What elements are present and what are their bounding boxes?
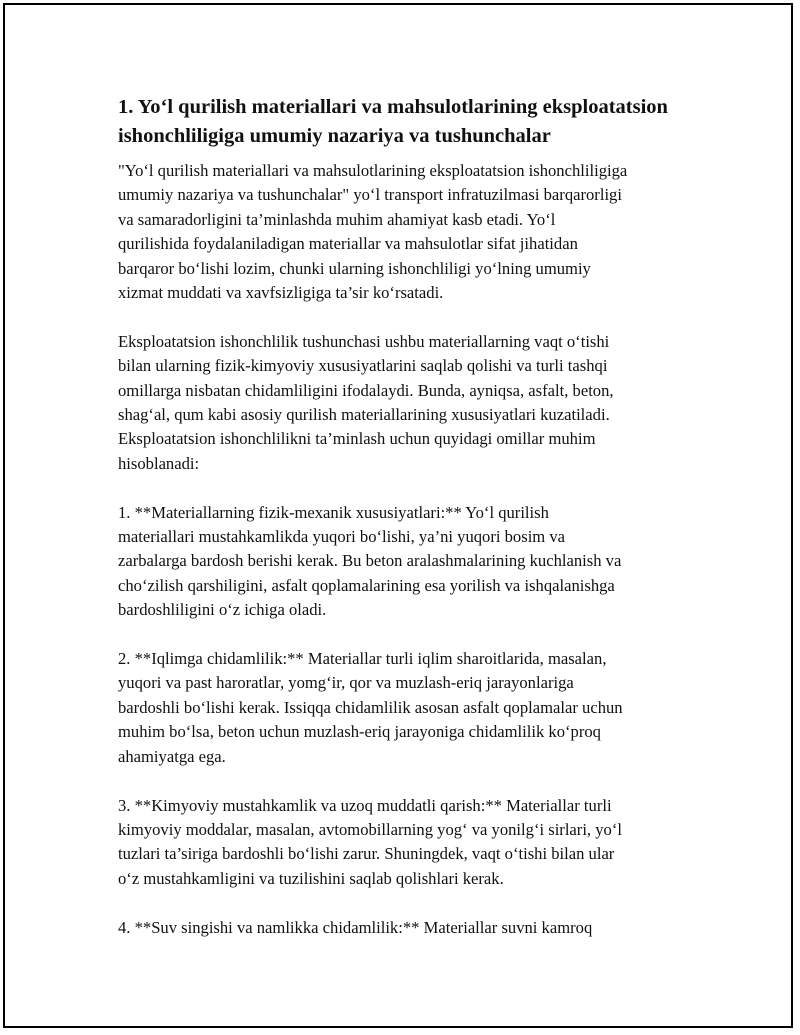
document-body bbox=[118, 93, 698, 964]
section-heading: 1. Yo‘l qurilish materiallari va mahsulotlarining eksploatatsion ishonchliligiga umumiy nazariya va tushunchalar bbox=[118, 96, 668, 147]
list-item-physical-mechanical: 1. **Materiallarning fizik-mexanik xususiyatlari:** Yo‘l qurilish materiallari mustahkamlikda yuqori bo‘lishi, ya’ni yuqori bosim va zarbalarga bardosh berishi kerak. Bu beton aralashmalarining kuchlanish va cho‘zilish qarshiligini, asfalt qoplamalarining esa yorilish va ishqalanishga bardoshliligini o‘z ichiga oladi. bbox=[118, 502, 622, 620]
list-item-water-absorption: 4. **Suv singishi va namlikka chidamlilik:** Materiallar suvni kamroq bbox=[118, 917, 593, 937]
reliability-paragraph: Eksploatatsion ishonchlilik tushunchasi ushbu materiallarning vaqt o‘tishi bilan ularning fizik-kimyoviy xususiyatlarini saqlab qolishi va turli tashqi omillarga nisbatan chidamliligini ifodalaydi. Bunda, ayniqsa, asfalt, beton, shag‘al, qum kabi asosiy qurilish materiallarining xususiyatlari kuzatiladi. Eksploatatsion ishonchlilikni ta’minlash uchun quyidagi omillar muhim hisoblanadi: bbox=[118, 331, 614, 473]
intro-paragraph: "Yo‘l qurilish materiallari va mahsulotlarining eksploatatsion ishonchliligiga umumiy nazariya va tushunchalar" yo‘l transport infratuzilmasi barqarorligi va samaradorligini ta’minlashda muhim ahamiyat kasb etadi. Yo‘l qurilishida foydalaniladigan materiallar va mahsulotlar sifat jihatidan barqaror bo‘lishi lozim, chunki ularning ishonchliligi yo‘lning umumiy xizmat muddati va xavfsizligiga ta’sir ko‘rsatadi. bbox=[118, 161, 628, 303]
list-item-climate-resistance: 2. **Iqlimga chidamlilik:** Materiallar turli iqlim sharoitlarida, masalan, yuqori va past haroratlar, yomg‘ir, qor va muzlash-eriq jarayonlariga bardoshli bo‘lishi kerak. Issiqqa chidamlilik asosan asfalt qoplamalar uchun muhim bo‘lsa, beton uchun muzlash-eriq jarayoniga chidamlilik ko‘proq ahamiyatga ega. bbox=[118, 649, 623, 766]
list-item-chemical-resistance: 3. **Kimyoviy mustahkamlik va uzoq muddatli qarish:** Materiallar turli kimyoviy moddalar, masalan, avtomobillarning yog‘ va yonilg‘i sirlari, yo‘l tuzlari ta’siriga bardoshli bo‘lishi zarur. Shuningdek, vaqt o‘tishi bilan ular o‘z mustahkamligini va tuzilishini saqlab qolishlari kerak. bbox=[118, 795, 622, 888]
